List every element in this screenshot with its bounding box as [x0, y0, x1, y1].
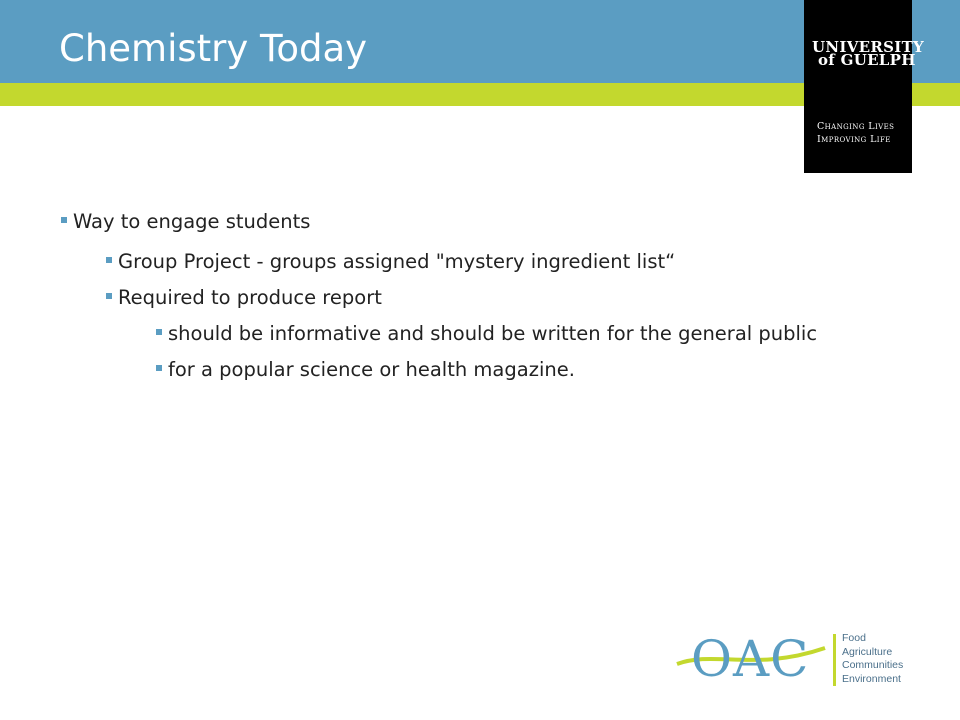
bullet-text: should be informative and should be written for the general public	[168, 322, 818, 345]
university-of-guelph-logo	[804, 0, 925, 173]
oac-tagline-environment: Environment	[842, 672, 901, 685]
bullet-square-icon	[156, 365, 162, 371]
motto-line-1: Changing Lives	[817, 121, 895, 132]
oac-tagline	[842, 632, 903, 686]
motto-line-2: Improving Life	[817, 134, 891, 145]
bullet-text: for a popular science or health magazine.	[168, 358, 575, 381]
bullet-square-icon	[106, 257, 112, 263]
oac-tagline-food: Food	[842, 632, 866, 644]
oac-letters: OAC	[691, 630, 810, 688]
oac-tagline-communities: Communities	[842, 659, 904, 671]
university-motto	[817, 120, 909, 146]
bullet-square-icon	[156, 329, 162, 335]
bullet-item	[156, 358, 575, 382]
bullet-item	[156, 322, 817, 346]
bullet-square-icon	[106, 293, 112, 299]
bullet-item	[106, 286, 382, 310]
slide-title: Chemistry Today	[59, 27, 368, 70]
oac-tagline-agriculture: Agriculture	[842, 645, 893, 658]
bullet-square-icon	[61, 217, 67, 223]
oac-divider	[833, 634, 836, 686]
bullet-item	[61, 210, 310, 234]
oac-logo	[675, 628, 915, 690]
bullet-text: Required to produce report	[118, 286, 382, 309]
guelph-wordmark: of GUELPH	[818, 51, 916, 69]
university-wordmark: UNIVERSITY	[812, 38, 925, 56]
bullet-item	[106, 250, 675, 274]
bullet-text: Group Project - groups assigned "mystery ingredient list“	[118, 250, 676, 273]
bullet-text: Way to engage students	[73, 210, 311, 233]
